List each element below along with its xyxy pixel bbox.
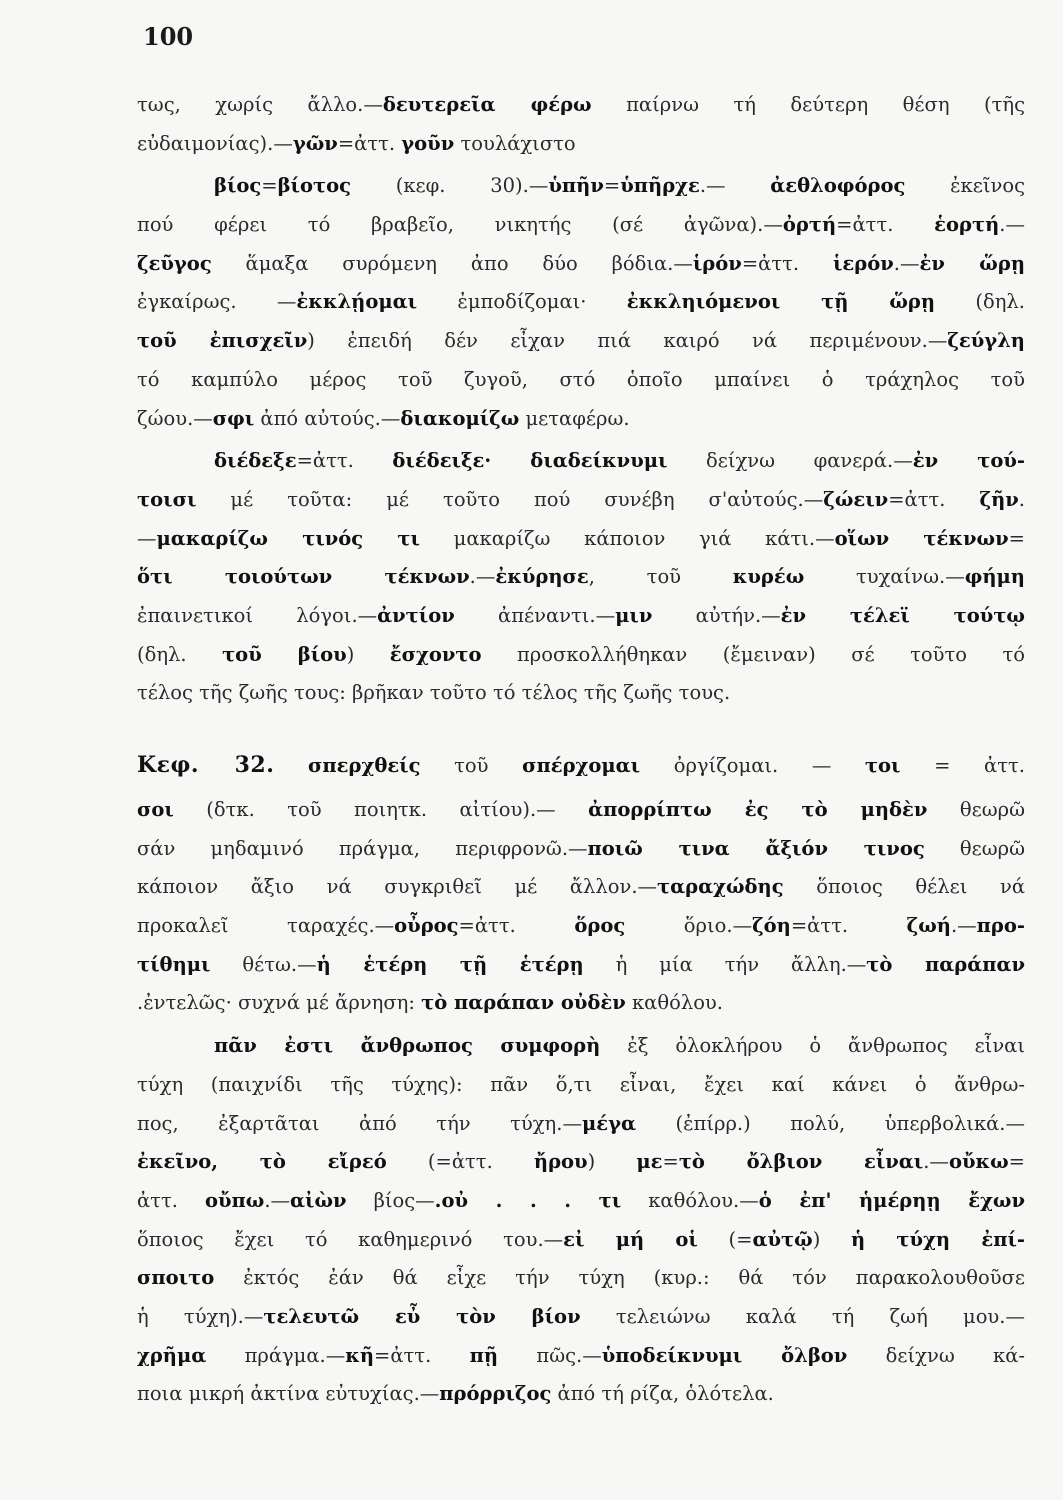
- gloss-text: (δηλ.: [137, 642, 223, 666]
- headword: ἐκκλῄομαι: [296, 290, 418, 314]
- headword: μιν: [615, 603, 653, 627]
- headword: ζῆν: [979, 487, 1019, 511]
- headword: ἀεθλοφόρος: [770, 174, 906, 198]
- headword: τὸ παράπαν οὐδὲν: [421, 991, 626, 1015]
- gloss-text: ποια μικρή ἀκτίνα εὐτυχίας.—: [137, 1382, 440, 1406]
- gloss-text: =ἀττ.: [741, 251, 833, 275]
- text-line: [137, 1027, 1025, 1066]
- headword: τελευτῶ εὖ τὸν βίον: [263, 1304, 581, 1328]
- gloss-text: πού φέρει τό βραβεῖο, νικητής (σέ ἀγῶνα).—: [137, 213, 783, 237]
- headword: εἰ μή οἱ: [563, 1227, 698, 1251]
- gloss-text: =ἀττ.: [888, 487, 980, 511]
- gloss-text: .—: [893, 251, 920, 275]
- text-line: [137, 674, 1025, 713]
- gloss-text: ἀττ.: [137, 1188, 205, 1212]
- headword: ἱρόν: [692, 251, 742, 275]
- headword: ἐκκληιόμενοι τῇ ὥρῃ: [626, 290, 936, 314]
- gloss-text: τουλάχιστο: [454, 131, 576, 155]
- headword: ὑπῆρχε: [620, 174, 700, 198]
- gloss-text: θέτω.—: [210, 952, 317, 976]
- gloss-text: αὐτήν.—: [652, 603, 781, 627]
- headword: σποιτο: [137, 1266, 215, 1290]
- headword: ἀπορρίπτω ἐς τὸ μηδὲν: [588, 798, 928, 821]
- headword: χρῆμα: [137, 1343, 207, 1367]
- headword: οἵων τέκνων: [834, 526, 1009, 550]
- headword: κυρέω: [732, 565, 805, 589]
- headword: ἡ τύχη ἐπί-: [851, 1227, 1025, 1251]
- gloss-text: τοῦ: [420, 754, 523, 777]
- gloss-text: μεταφέρω.: [519, 406, 630, 430]
- gloss-text: .ἐντελῶς· συχνά μέ ἄρνηση:: [137, 991, 422, 1015]
- headword: βίος: [214, 174, 262, 198]
- headword: οὖρος: [394, 914, 459, 938]
- headword: αὐτῷ: [752, 1227, 813, 1251]
- gloss-text: .—: [699, 174, 771, 198]
- headword: ὑποδείκνυμι ὄλβον: [601, 1343, 848, 1367]
- text-line: [137, 322, 1025, 361]
- gloss-text: , τοῦ: [588, 565, 733, 589]
- headword: ζόη: [752, 914, 791, 938]
- gloss-text: θεωρῶ: [924, 836, 1025, 860]
- gloss-text: (δηλ.: [935, 290, 1025, 314]
- headword: ταραχώδης: [657, 875, 784, 899]
- headword: φήμη: [964, 565, 1025, 589]
- gloss-text: ἐκτός ἐάν θά εἶχε τήν τύχη (κυρ.: θά τόν παρακολουθοῦσε: [214, 1266, 1025, 1290]
- headword: γοῦν: [401, 131, 455, 155]
- gloss-text: (κεφ. 30).—: [351, 174, 549, 198]
- gloss-text: τό καμπύλο μέρος τοῦ ζυγοῦ, στό ὁποῖο μπαίνει ὁ τράχηλος τοῦ: [137, 367, 1025, 391]
- text-line: [137, 597, 1025, 636]
- gloss-text: .—: [999, 213, 1025, 237]
- headword: ὅτι τοιούτων τέκνων: [137, 565, 470, 589]
- headword: κῆ: [345, 1343, 375, 1367]
- headword: ἑορτή: [934, 213, 1000, 237]
- gloss-text: ἐπαινετικοί λόγοι.—: [137, 603, 378, 627]
- headword: πᾶν ἐστι ἄνθρωπος συμφορὴ: [214, 1034, 601, 1058]
- headword: τίθημι: [137, 952, 211, 976]
- gloss-text: —: [137, 526, 157, 550]
- gloss-text: πῶς.—: [498, 1343, 602, 1367]
- gloss-text: .—: [264, 1188, 291, 1212]
- gloss-text: (δτκ. τοῦ ποιητκ. αἰτίου).—: [173, 798, 589, 821]
- headword: δευτερεῖα φέρω: [382, 93, 592, 116]
- gloss-text: ὅποιος ἔχει τό καθημερινό του.—: [137, 1227, 564, 1251]
- gloss-text: ἀπέναντι.—: [454, 603, 616, 627]
- headword: σπέρχομαι: [522, 754, 641, 777]
- gloss-text: ἅμαξα συρόμενη ἀπο δύο βόδια.—: [211, 251, 693, 275]
- gloss-text: ὅριο.—: [625, 914, 753, 938]
- headword: βίοτος: [277, 174, 352, 198]
- headword: ὑπῆν: [548, 174, 604, 198]
- headword: μέγα: [581, 1111, 636, 1135]
- gloss-text: μακαρίζω κάποιον γιά κάτι.—: [420, 526, 835, 550]
- text-line: [137, 830, 1025, 869]
- text-line: [137, 1221, 1025, 1260]
- gloss-text: τως, χωρίς ἄλλο.—: [137, 93, 383, 116]
- gloss-text: ἐκεῖνος: [905, 174, 1025, 198]
- gloss-text: ἐγκαίρως. —: [137, 290, 297, 314]
- gloss-text: ): [812, 1227, 851, 1251]
- text-line: [137, 86, 1025, 125]
- headword: ὀρτή: [782, 213, 837, 237]
- headword: τοῦ ἐπισχεῖν: [137, 329, 308, 353]
- gloss-text: τυχαίνω.—: [804, 565, 965, 589]
- gloss-text: θεωρῶ: [927, 798, 1025, 821]
- gloss-text: .: [1018, 487, 1025, 511]
- text-line: [137, 1375, 1025, 1414]
- headword: .οὐ . . . τι: [434, 1188, 622, 1212]
- headword: ἱερόν: [832, 251, 894, 275]
- text-line: [137, 984, 1025, 1023]
- gloss-text: (=: [697, 1227, 753, 1251]
- text-line: [137, 206, 1025, 245]
- gloss-text: =: [261, 174, 278, 198]
- text-line: [137, 1143, 1025, 1182]
- gloss-text: =: [1008, 526, 1025, 550]
- headword: σπερχθείς: [308, 754, 421, 777]
- gloss-text: ὅποιος θέλει νά: [783, 875, 1025, 899]
- headword: ἤρου: [533, 1150, 588, 1174]
- headword: ἐν ὥρῃ: [919, 251, 1025, 275]
- text-line: [137, 167, 1025, 206]
- text-line: [137, 481, 1025, 520]
- headword: αἰὼν: [290, 1188, 347, 1212]
- gloss-text: =ἀττ.: [296, 449, 393, 473]
- gloss-text: =: [662, 1150, 679, 1174]
- gloss-text: =: [603, 174, 621, 198]
- gloss-text: .—: [923, 1150, 949, 1174]
- page-number: 100: [143, 22, 194, 51]
- headword: ἐκύρησε: [495, 565, 589, 589]
- headword: ἀντίον: [377, 603, 455, 627]
- text-line: [137, 1298, 1025, 1337]
- headword: τοισι: [137, 487, 197, 511]
- text-line: [137, 1066, 1025, 1105]
- text-line: [137, 636, 1025, 675]
- gloss-text: δείχνω κά-: [847, 1343, 1025, 1367]
- gloss-text: ): [346, 642, 390, 666]
- gloss-text: ἐμποδίζομαι·: [417, 290, 627, 314]
- gloss-text: παίρνω τή δεύτερη θέση (τῆς: [591, 93, 1025, 116]
- headword: ἐκεῖνο, τὸ εἴρεό: [137, 1150, 387, 1174]
- headword: σφι: [212, 406, 255, 430]
- headword: οὔκω: [948, 1150, 1009, 1174]
- gloss-text: =ἀττ.: [337, 131, 402, 155]
- headword: ζωή: [906, 914, 951, 938]
- headword: τοῦ βίου: [222, 642, 347, 666]
- headword: προ-: [976, 914, 1025, 938]
- text-line: [137, 1105, 1025, 1144]
- gloss-text: τέλος τῆς ζωῆς τους: βρῆκαν τοῦτο τό τέλος τῆς ζωῆς τους.: [137, 681, 731, 705]
- headword: πῇ: [469, 1343, 499, 1367]
- text-line: [137, 245, 1025, 284]
- gloss-text: τελειώνω καλά τή ζωή μου.—: [580, 1304, 1025, 1328]
- text-line: [137, 1259, 1025, 1298]
- headword: ἡ ἑτέρη τῇ ἑτέρῃ: [316, 952, 584, 976]
- text-line: [137, 283, 1025, 322]
- gloss-text: =ἀττ.: [458, 914, 575, 938]
- text-line: [137, 1182, 1025, 1221]
- gloss-text: [274, 754, 308, 777]
- gloss-text: ἐξ ὁλοκλήρου ὁ ἄνθρωπος εἶναι: [600, 1034, 1025, 1058]
- gloss-text: ) ἐπειδή δέν εἶχαν πιά καιρό νά περιμένουν.—: [307, 329, 948, 353]
- text-line: [137, 442, 1025, 481]
- text-line: [137, 1337, 1025, 1376]
- text-line: [137, 361, 1025, 400]
- headword: τοι: [864, 754, 901, 777]
- headword: ὁ ἐπ' ἡμέρηῃ ἔχων: [758, 1188, 1025, 1212]
- headword: ἐν τού-: [912, 449, 1025, 473]
- gloss-text: ἡ μία τήν ἄλλη.—: [583, 952, 867, 976]
- gloss-text: κάποιον ἄξιο νά συγκριθεῖ μέ ἄλλον.—: [137, 875, 658, 899]
- headword: με: [636, 1150, 663, 1174]
- gloss-text: ἀπό τή ρίζα, ὁλότελα.: [551, 1382, 774, 1406]
- text-line: [137, 400, 1025, 439]
- gloss-text: .—: [469, 565, 496, 589]
- gloss-text: προκαλεῖ ταραχές.—: [137, 914, 395, 938]
- gloss-text: ): [587, 1150, 637, 1174]
- gloss-text: βίος—: [346, 1188, 435, 1212]
- text-line: [137, 791, 1025, 830]
- gloss-text: ἡ τύχη).—: [137, 1304, 264, 1328]
- gloss-text: ζώου.—: [137, 406, 213, 430]
- gloss-text: τύχη (παιχνίδι τῆς τύχης): πᾶν ὅ,τι εἶναι, ἔχει καί κάνει ὁ ἄνθρω-: [137, 1072, 1025, 1096]
- text-line: [137, 558, 1025, 597]
- headword: σοι: [137, 798, 174, 821]
- gloss-text: δείχνω φανερά.—: [667, 449, 913, 473]
- gloss-text: = ἀττ.: [900, 754, 1025, 777]
- text-line: [137, 868, 1025, 907]
- headword: ἐν τέλεϊ τούτῳ: [780, 603, 1025, 627]
- headword: ὅρος: [574, 914, 626, 938]
- headword: πρόρριζος: [439, 1382, 552, 1406]
- headword: τὸ ὄλβιον εἶναι: [678, 1150, 924, 1174]
- gloss-text: εὐδαιμονίας).—: [137, 131, 293, 155]
- gloss-text: μέ τοῦτα: μέ τοῦτο πού συνέβη σ'αὐτούς.—: [196, 487, 824, 511]
- gloss-text: =ἀττ.: [374, 1343, 470, 1367]
- body-text: [137, 86, 1025, 1414]
- headword: ζεῦγος: [137, 251, 212, 275]
- text-line: [137, 946, 1025, 985]
- gloss-text: =ἀττ.: [790, 914, 907, 938]
- text-line: [137, 739, 1025, 791]
- headword: ζώειν: [823, 487, 889, 511]
- text-line: [137, 907, 1025, 946]
- text-line: [137, 520, 1025, 559]
- headword: ἔσχοντο: [389, 642, 482, 666]
- headword: ζεύγλη: [947, 329, 1025, 353]
- headword: γῶν: [292, 131, 338, 155]
- text-line: [137, 125, 1025, 164]
- gloss-text: σάν μηδαμινό πράγμα, περιφρονῶ.—: [137, 836, 588, 860]
- headword: διέδειξε· διαδείκνυμι: [392, 449, 668, 473]
- gloss-text: καθόλου.—: [621, 1188, 759, 1212]
- gloss-text: καθόλου.: [625, 991, 723, 1015]
- gloss-text: (ἐπίρρ.) πολύ, ὑπερβολικά.—: [635, 1111, 1025, 1135]
- gloss-text: ἀπό αὐτούς.—: [254, 406, 401, 430]
- headword: μακαρίζω τινός τι: [156, 526, 420, 550]
- gloss-text: =ἀττ.: [836, 213, 935, 237]
- gloss-text: (=ἀττ.: [386, 1150, 534, 1174]
- gloss-text: .—: [950, 914, 977, 938]
- gloss-text: ὀργίζομαι. —: [640, 754, 865, 777]
- headword: οὔπω: [204, 1188, 265, 1212]
- headword: διέδεξε: [214, 449, 297, 473]
- gloss-text: =: [1008, 1150, 1025, 1174]
- headword: Κεφ. 32.: [137, 752, 275, 778]
- headword: ποιῶ τινα ἄξιόν τινος: [587, 836, 925, 860]
- gloss-text: προσκολλήθηκαν (ἔμειναν) σέ τοῦτο τό: [481, 642, 1025, 666]
- headword: διακομίζω: [400, 406, 520, 430]
- gloss-text: πος, ἐξαρτᾶται ἀπό τήν τύχη.—: [137, 1111, 582, 1135]
- gloss-text: πράγμα.—: [206, 1343, 346, 1367]
- headword: τὸ παράπαν: [866, 952, 1025, 976]
